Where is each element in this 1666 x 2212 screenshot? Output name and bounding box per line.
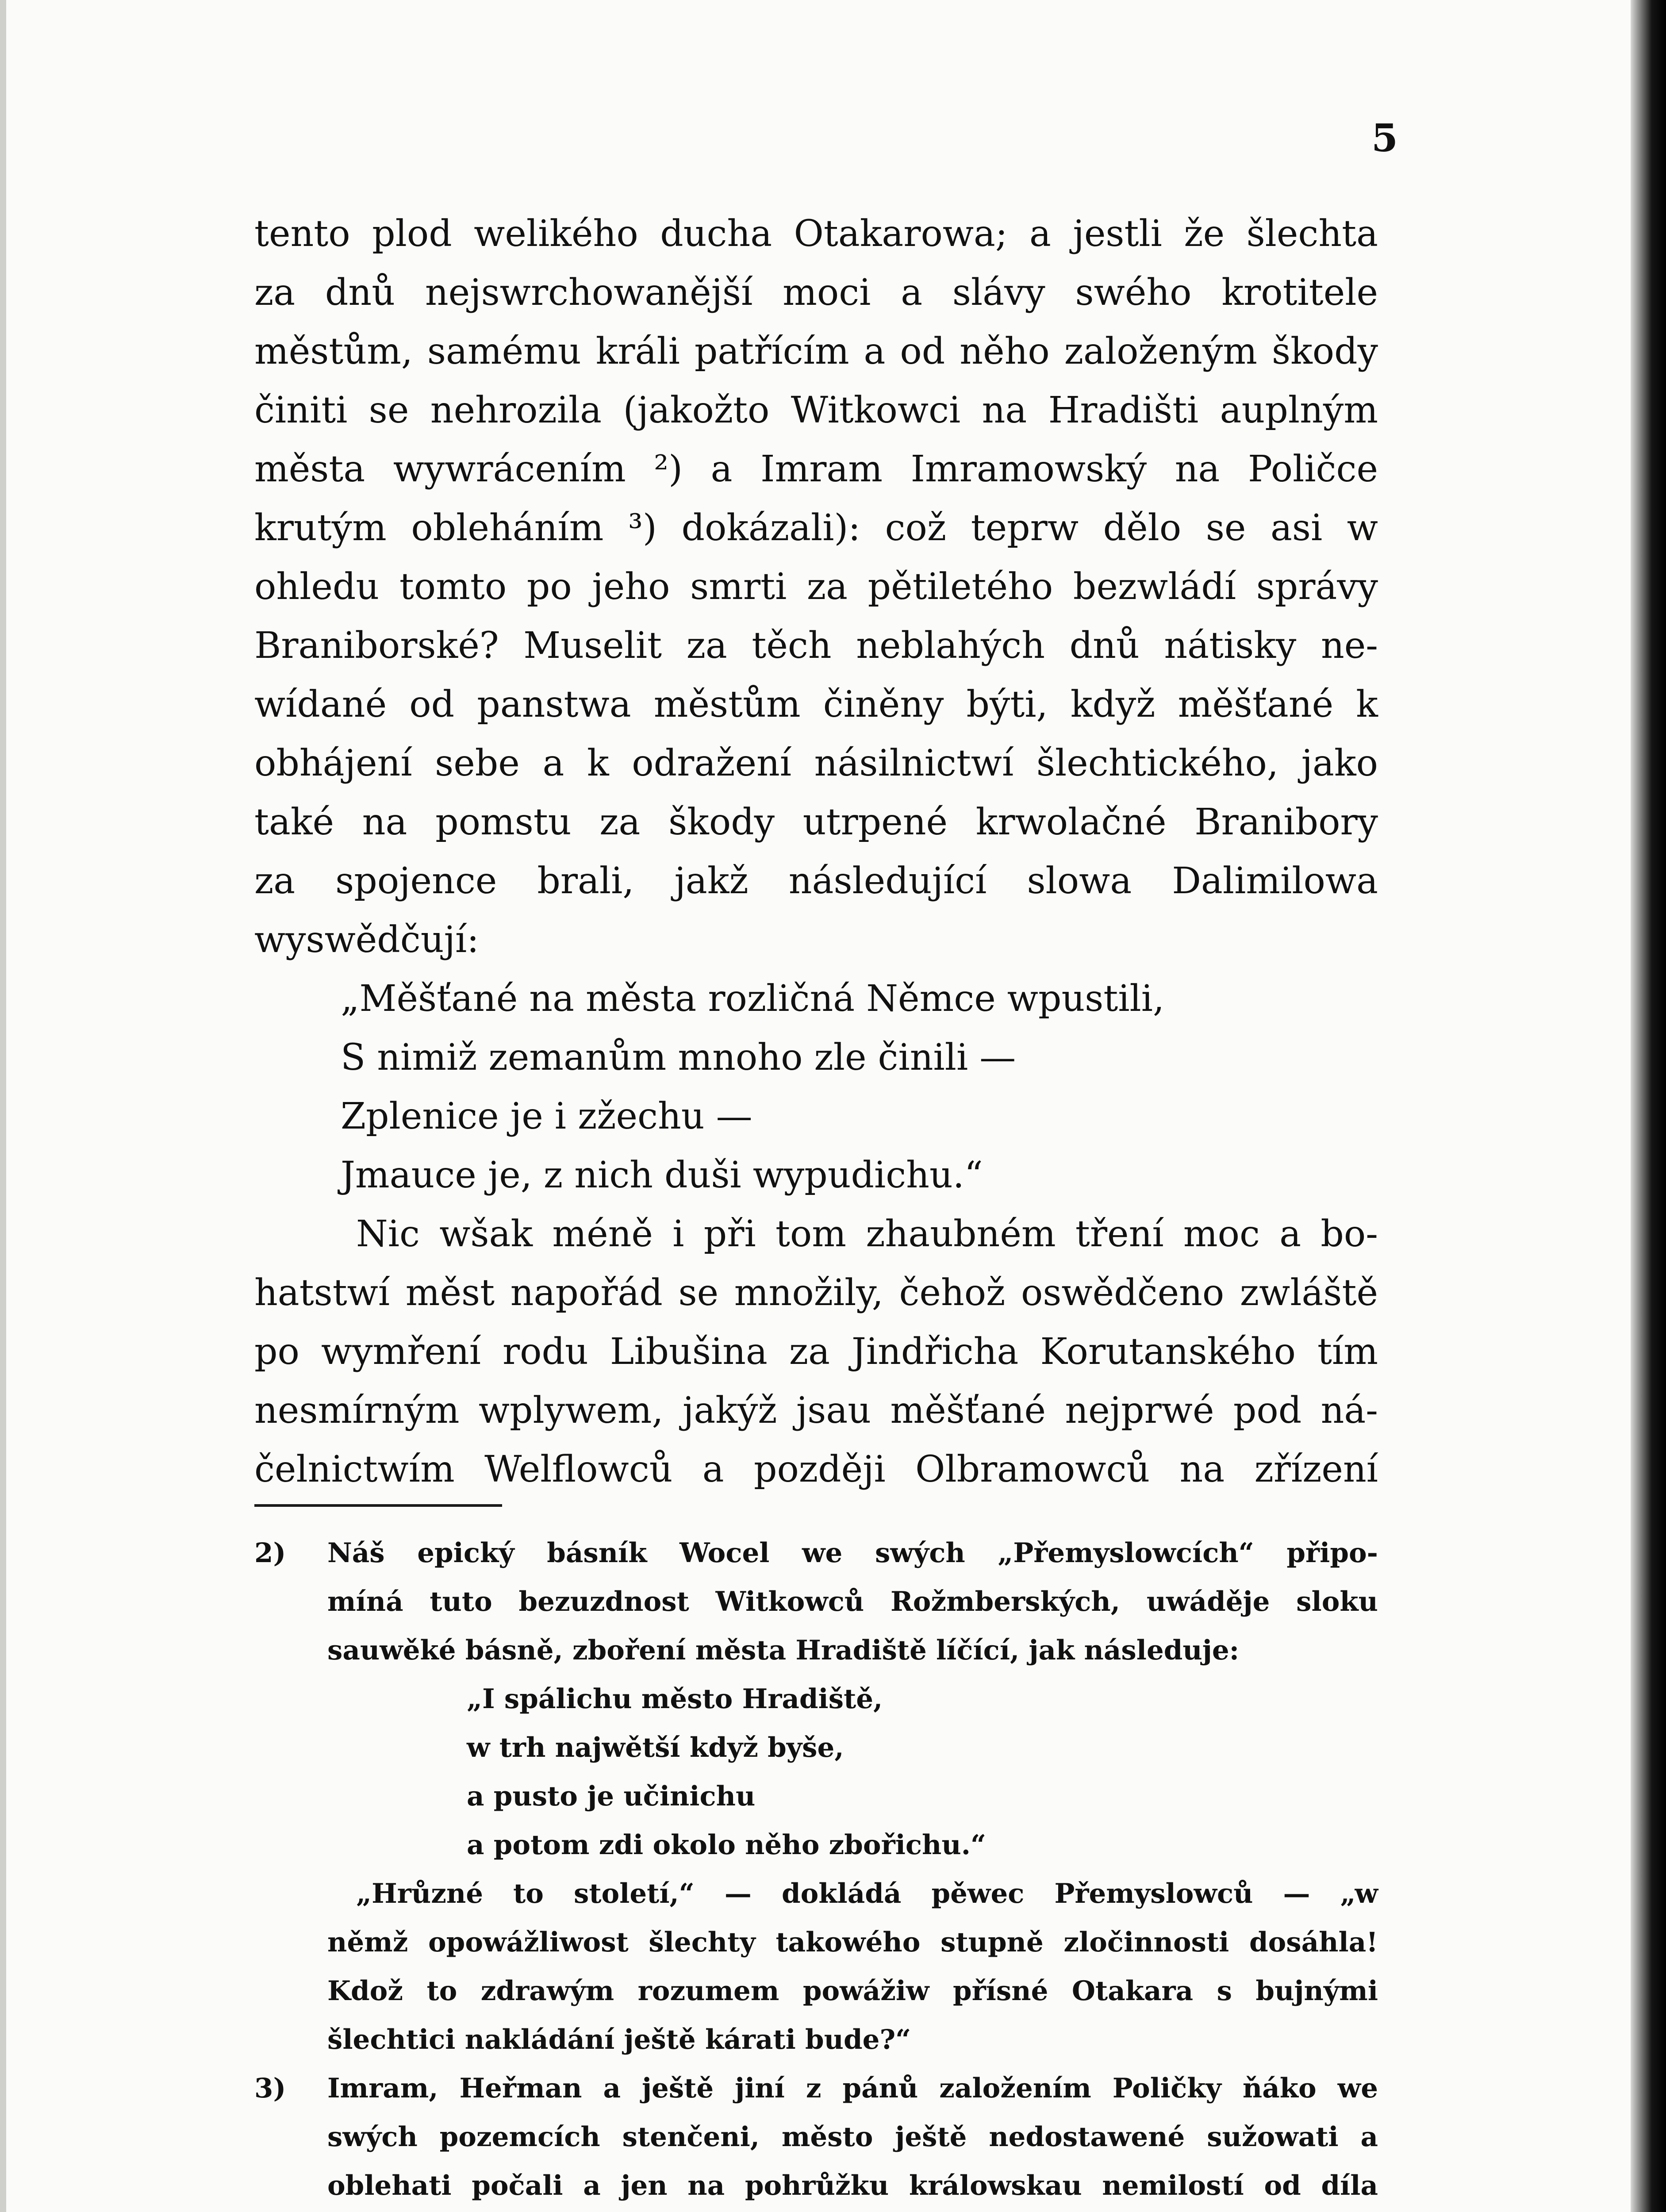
text-line: krutým obleháním ³) dokázali): což teprw dělo se asi w (254, 507, 1378, 549)
text-line: města wywrácením ²) a Imram Imramowský na Poličce (254, 448, 1378, 490)
page-left-edge (0, 0, 6, 2212)
page-right-edge-shadow (1631, 0, 1666, 2212)
text-line: městům, samému králi patřícím a od něho založeným škody (254, 330, 1378, 373)
footnote-2-text: Náš epický básník Wocel we swých „Přemyslowcích“ připo- (327, 1537, 1378, 1569)
text-line: činiti se nehrozila (jakožto Witkowci na Hradišti auplným (254, 389, 1378, 431)
verse-line: „Měšťané na města rozličná Němce wpustili, (341, 978, 1165, 1020)
footnote-3-line (254, 2064, 1378, 2113)
footnotes (254, 1529, 1378, 2212)
text-line: po wymření rodu Libušina za Jindřicha Korutanského tím (254, 1331, 1378, 1373)
text-line: obhájení sebe a k odražení násilnictwí šlechtického, jako (254, 742, 1378, 784)
text-line: wídané od panstwa městům činěny býti, když měšťané k (254, 684, 1378, 726)
footnote-2-verse-line: a potom zdi okolo něho zbořichu.“ (467, 1829, 987, 1861)
text-line: Nic wšak méně i při tom zhaubném tření moc a bo- (356, 1213, 1378, 1255)
footnote-3-text: Imram, Heřman a ještě jiní z pánů založením Poličky ňáko we (327, 2073, 1378, 2104)
verse-line: S nimiž zemanům mnoho zle činili — (341, 1037, 1016, 1079)
footnote-3-line (254, 2210, 1378, 2212)
footnote-3-line: oblehati počali a jen na pohrůžku králowskau nemilostí od díla (327, 2170, 1378, 2201)
footnote-2-line: sauwěké básně, zboření města Hradiště líčící, jak následuje: (327, 1635, 1240, 1666)
text-line: tento plod welikého ducha Otakarowa; a jestli že šlechta (254, 213, 1378, 255)
text-line: nesmírným wplywem, jakýž jsau měšťané nejprwé pod ná- (254, 1390, 1378, 1432)
main-text (254, 204, 1378, 1499)
text-line: ohledu tomto po jeho smrti za pětiletého bezwládí správy (254, 566, 1378, 608)
text-line: za spojence brali, jakž následující slowa Dalimilowa (254, 860, 1378, 902)
footnote-3-marker: 3) (254, 2073, 286, 2104)
footnote-2-verse-line: a pusto je učinichu (467, 1781, 756, 1812)
footnote-3-line: swých pozemcích stenčeni, město ještě nedostawené sužowati a (327, 2121, 1378, 2153)
verse-line: Zplenice je i zžechu — (341, 1095, 752, 1137)
footnote-2-line: Kdož to zdrawým rozumem powážiw přísné Otakara s bujnými (327, 1975, 1378, 2007)
footnote-2-verse-line: w trh najwětší když byše, (467, 1732, 844, 1763)
footnote-2-line (254, 1529, 1378, 1578)
footnote-divider (254, 1504, 502, 1507)
footnote-2-line: němž opowážliwost šlechty takowého stupně zločinnosti dosáhla! (327, 1927, 1378, 1958)
footnote-2-marker: 2) (254, 1537, 286, 1569)
text-line: za dnů nejswrchowanější moci a slávy swého krotitele (254, 272, 1378, 314)
footnote-2-line: šlechtici nakládání ještě kárati bude?“ (327, 2024, 911, 2055)
text-line: hatstwí měst napořád se množily, čehož oswědčeno zwláště (254, 1272, 1378, 1314)
verse-line: Jmauce je, z nich duši wypudichu.“ (341, 1154, 983, 1196)
text-line: také na pomstu za škody utrpené krwolačné Branibory (254, 801, 1378, 843)
text-line: Braniborské? Muselit za těch neblahých dnů nátisky ne- (254, 625, 1378, 667)
footnote-2-line: „Hrůzné to století,“ — dokládá pěwec Přemyslowců — „w (356, 1878, 1378, 1909)
page-number: 5 (1371, 116, 1398, 161)
footnote-2-verse-line: „I spálichu město Hradiště, (467, 1683, 883, 1715)
text-line: wyswědčují: (254, 919, 479, 961)
text-line: čelnictwím Welflowců a později Olbramowců na zřízení (254, 1448, 1378, 1490)
footnote-2-line: míná tuto bezuzdnost Witkowců Rožmberských, uwáděje sloku (327, 1586, 1378, 1617)
